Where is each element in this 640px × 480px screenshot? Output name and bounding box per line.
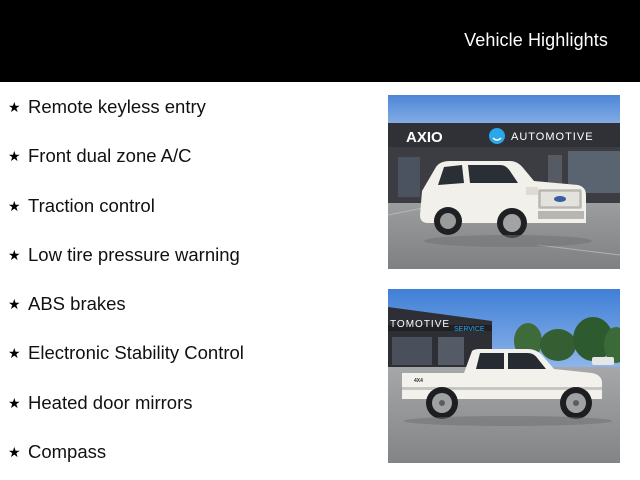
feature-item xyxy=(8,341,368,390)
sign-brand: AXIO xyxy=(406,129,443,146)
feature-item xyxy=(8,194,368,243)
feature-item xyxy=(8,144,368,193)
star-icon: ★ xyxy=(8,197,21,214)
feature-label: Heated door mirrors xyxy=(28,391,193,413)
sign-word-side: TOMOTIVE xyxy=(390,319,451,330)
star-icon: ★ xyxy=(8,444,21,461)
feature-item xyxy=(8,243,368,292)
sign-service: SERVICE xyxy=(454,326,485,333)
vehicle-photo-front[interactable] xyxy=(388,95,620,269)
feature-label: Low tire pressure warning xyxy=(28,243,240,265)
vehicle-photo-side[interactable] xyxy=(388,289,620,463)
feature-label: ABS brakes xyxy=(28,293,126,315)
vehicle-photo-side-art xyxy=(388,289,620,463)
feature-item xyxy=(8,292,368,341)
feature-label: Front dual zone A/C xyxy=(28,145,192,167)
star-icon: ★ xyxy=(8,99,21,115)
star-icon: ★ xyxy=(8,394,21,411)
header-bar xyxy=(0,0,640,82)
star-icon: ★ xyxy=(8,246,21,263)
vehicle-photo-front-art xyxy=(388,95,620,269)
feature-list xyxy=(8,95,368,480)
star-icon: ★ xyxy=(8,296,21,313)
feature-item xyxy=(8,440,368,480)
feature-label: Compass xyxy=(28,441,107,463)
feature-label: Remote keyless entry xyxy=(28,96,206,117)
feature-item xyxy=(8,391,368,440)
sign-word: AUTOMOTIVE xyxy=(511,131,594,143)
feature-item xyxy=(8,95,368,144)
feature-label: Electronic Stability Control xyxy=(28,342,244,364)
badge-4x4: 4X4 xyxy=(414,378,423,384)
page-title: Vehicle Highlights xyxy=(464,30,608,50)
star-icon: ★ xyxy=(8,148,21,165)
feature-label: Traction control xyxy=(28,194,155,216)
star-icon: ★ xyxy=(8,345,21,362)
